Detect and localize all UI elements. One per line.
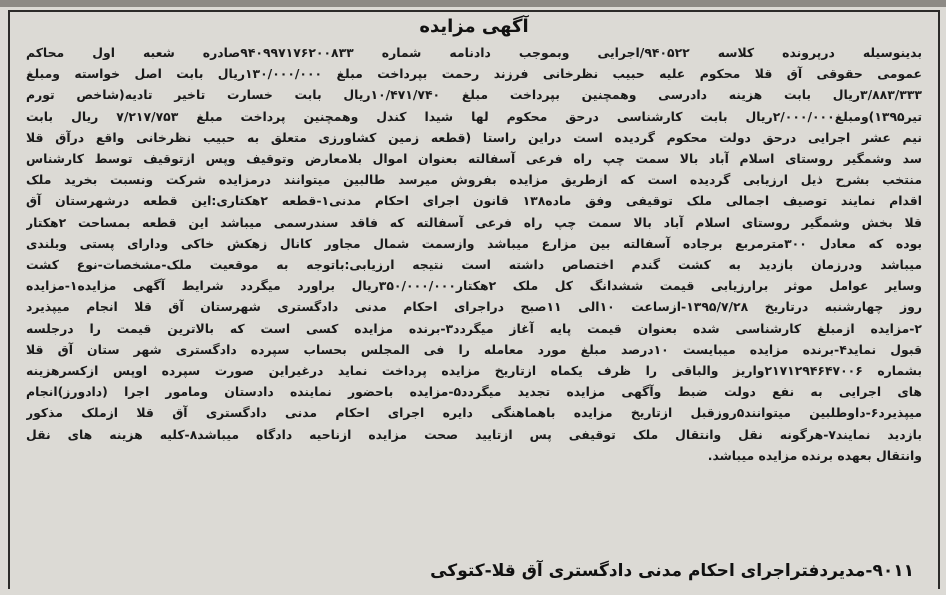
notice-line: ۳/۸۸۳/۳۳۳ریال بابت هزینه دادرسی وهمچنین بپرداخت مبلغ ۱۰/۴۷۱/۷۴۰ریال بابت خسارت تاخیر تادیه(شاخص تورم (26, 87, 922, 103)
notice-line: بشماره ۲۱۷۱۲۹۴۶۴۷۰۰۶واریز والباقی را ظرف یکماه ازتاریخ مزایده پرداخت نماید درغیراین صورت سپرده اوپس ازکسرهزینه (26, 363, 922, 379)
notice-line: های اجرایی به نفع دولت ضبط وآگهی مزایده تجدید میگردد۵-مزایده باحضور نماینده دادستان ومامور اجرا (دادورز)انجام (26, 384, 922, 400)
previous-ad-edge (0, 0, 946, 7)
notice-frame (8, 10, 940, 589)
notice-line: عمومی حقوقی آق قلا محکوم علیه حبیب نظرخانی فرزند رحمت بپرداخت مبلغ ۱۳۰/۰۰۰/۰۰۰ریال بابت اصل خواسته ومبلغ (26, 66, 922, 82)
notice-line: میپذیرد۶-داوطلبین میتوانند۵روزقبل ازتاریخ مزایده باهماهنگی دایره اجرای احکام مدنی دادگستری آق قلا ازملک مذکور (26, 405, 922, 421)
notice-signature: ۹۰۱۱-مدیردفتراجرای احکام مدنی دادگستری آق قلا-کتوکی (430, 561, 914, 581)
notice-line: تیر۱۳۹۵)ومبلغ۲/۰۰۰/۰۰۰ریال بابت کارشناسی درحق محکوم لها شیدا کندل وهمچنین پرداخت مبلغ ۷/۲۱۷/۷۵۳ ریال بابت (26, 108, 922, 124)
notice-line: اقدام نمایند توصیف اجمالی ملک توقیفی وفق ماده۱۳۸ قانون اجرای احکام مدنی۱-قطعه ۲هکتاری:این قطعه درشهرستان آق (26, 193, 922, 209)
notice-line: نیم عشر اجرایی درحق دولت محکوم گردیده است دراین راستا (قطعه زمین کشاورزی متعلق به حبیب نظرخانی واقع درآق قلا (26, 129, 922, 145)
notice-line: روز چهارشنبه درتاریخ ۱۳۹۵/۷/۲۸-ازساعت ۱۰الی ۱۱صبح دراجرای احکام مدنی دادگستری شهرستان آق قلا انجام میپذیرد (26, 299, 922, 315)
notice-title: آگهی مزایده (419, 16, 529, 37)
notice-line: منتخب بشرح ذیل ارزیابی گردیده است که ازطریق مزایده بفروش میرسد طالبین میتوانند درمزایده شرکت ونسبت بخرید ملک (26, 172, 922, 188)
notice-line: قلا بخش وشمگیر روستای اسلام آباد بالا سمت چپ راه فرعی آسفالته که فاقد سندرسمی میباشد این قطعه بمساحت ۲هکتار (26, 214, 922, 230)
notice-line: وسایر عوامل موثر برارزیابی قیمت ششدانگ کل ملک ۲هکتار۳۵۰/۰۰۰/۰۰۰ریال براورد میگردد شرایط آگهی مزایده۱-مزایده (26, 278, 922, 294)
notice-line: وانتقال بعهده برنده مزایده میباشد. (707, 447, 922, 463)
notice-line: بوده که معادل ۳۰۰مترمربع برجاده آسفالته بین مزارع میباشد وازسمت شمال مجاور کانال زهکش خاکی ودارای پستی وبلندی (26, 235, 922, 251)
notice-line: سد وشمگیر روستای اسلام آباد بالا سمت چپ راه فرعی آسفالته بعنوان اموال بلامعارض وتوقیف وپس ازتوقیف توسط کارشناس (26, 151, 922, 167)
notice-line: ۲-مزایده ازمبلغ کارشناسی شده بعنوان قیمت پایه آغاز میگردد۳-برنده مزایده کسی است که بالاترین قیمت را درجلسه (26, 320, 922, 336)
notice-line: قبول نماید۴-برنده مزایده میبایست ۱۰درصد مبلغ مورد معامله را فی المجلس بحساب سپرده دادگستری شهر ستان آق قلا (26, 341, 922, 357)
notice-line: بدینوسیله درپرونده کلاسه ۹۴۰۵۲۲/اجرایی وبموجب دادنامه شماره ۹۴۰۹۹۷۱۷۶۲۰۰۸۳۳صادره شعبه اول محاکم (26, 45, 922, 60)
notice-line: میباشد ودرزمان بازدید به کشت گندم اختصاص داشته است نتیجه ارزیابی:باتوجه به موقعیت ملک-مشخصات-نوع کشت (26, 257, 922, 273)
notice-body (26, 42, 922, 466)
notice-line: بازدید نمایند۷-هرگونه نقل وانتقال ملک توقیفی پس ازتایید صحت مزایده ازناحیه دادگاه میباشد۸-کلیه هزینه های نقل (26, 426, 922, 442)
